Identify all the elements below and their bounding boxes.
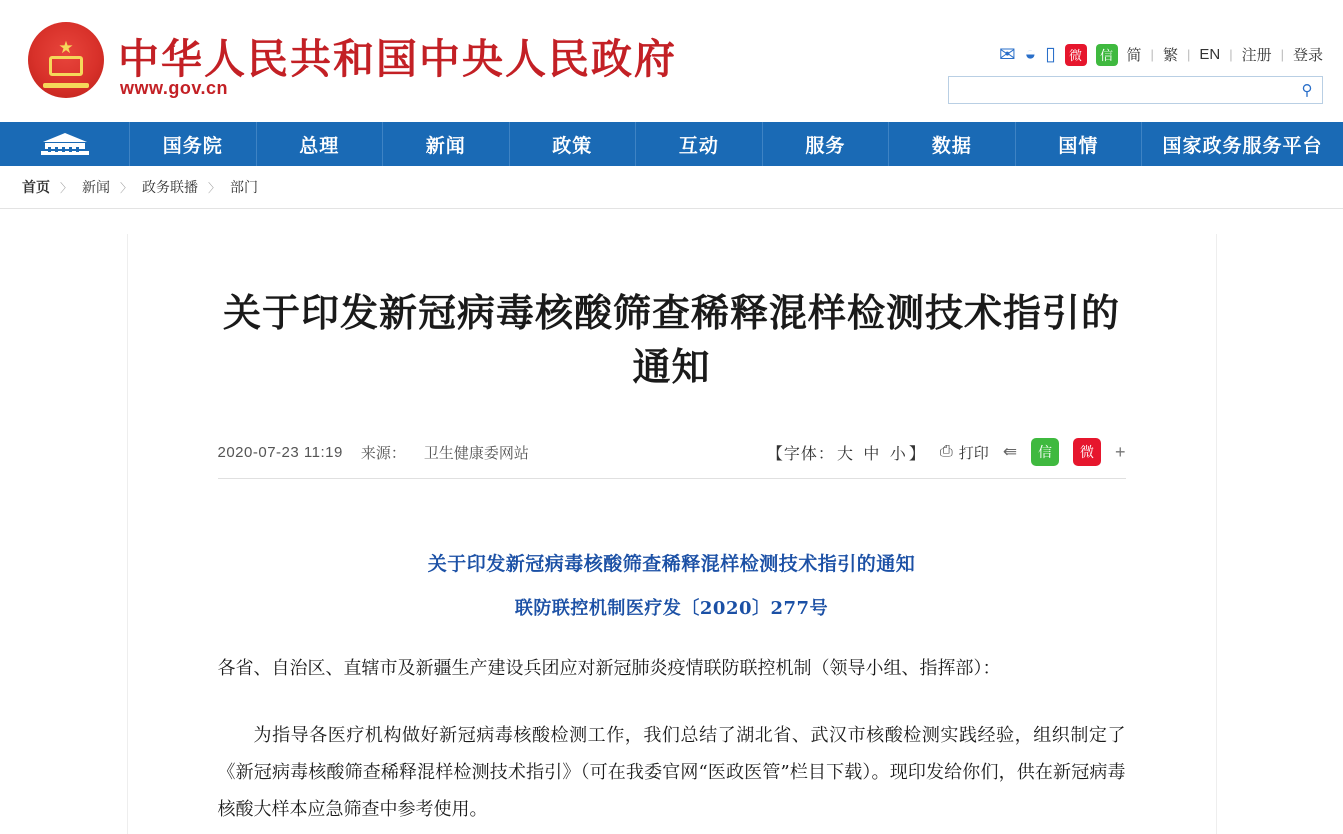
article-container: [127, 234, 1217, 834]
printer-icon: ⎙: [939, 443, 953, 461]
breadcrumb-item-news[interactable]: 新闻: [82, 179, 111, 195]
nav-home-icon[interactable]: [0, 122, 130, 166]
separator: |: [1186, 47, 1191, 62]
breadcrumb-separator: 〉: [120, 180, 133, 195]
breadcrumb-separator: 〉: [60, 180, 73, 195]
mail-icon[interactable]: ✉: [998, 44, 1016, 66]
search-input[interactable]: [949, 77, 1292, 103]
breadcrumb-separator: 〉: [208, 180, 221, 195]
separator: |: [1229, 47, 1233, 62]
font-size-large[interactable]: 大: [836, 445, 854, 463]
document-title: 关于印发新冠病毒核酸筛查稀释混样检测技术指引的通知: [427, 553, 916, 576]
source-name: 卫生健康委网站: [423, 444, 529, 462]
nav-item-zhengce[interactable]: 政策: [510, 122, 637, 166]
lang-simplified-link[interactable]: 简: [1126, 47, 1142, 64]
nav-item-shuju[interactable]: 数据: [889, 122, 1016, 166]
font-size-prefix: 【字体：: [766, 445, 835, 463]
breadcrumb: [0, 166, 1343, 208]
search-box[interactable]: [948, 76, 1323, 104]
nav-item-guoqing[interactable]: 国情: [1016, 122, 1143, 166]
article-meta-right: [767, 438, 1126, 466]
wechat-icon[interactable]: 信: [1096, 44, 1118, 66]
font-size-small[interactable]: 小: [889, 445, 907, 463]
nav-item-xinwen[interactable]: 新闻: [383, 122, 510, 166]
font-size-medium[interactable]: 中: [863, 445, 881, 463]
main-nav: [0, 122, 1343, 166]
breadcrumb-item-govbroadcast[interactable]: 政务联播: [142, 179, 199, 195]
lang-english-link[interactable]: EN: [1199, 46, 1221, 63]
rss-icon[interactable]: ◒: [1024, 43, 1037, 65]
nav-item-guowuyuan[interactable]: 国务院: [130, 122, 257, 166]
login-link[interactable]: 登录: [1292, 47, 1323, 64]
mobile-icon[interactable]: ▯: [1045, 44, 1056, 65]
weibo-icon[interactable]: 微: [1065, 44, 1087, 66]
separator: |: [1280, 47, 1284, 62]
lang-traditional-link[interactable]: 繁: [1162, 47, 1178, 64]
nav-item-service-platform[interactable]: 国家政务服务平台: [1162, 135, 1323, 157]
article-paragraph: 各省、自治区、直辖市及新疆生产建设兵团应对新冠肺炎疫情联防联控机制（领导小组、指挥部）：: [217, 658, 1001, 680]
page-title: 关于印发新冠病毒核酸筛查稀释混样检测技术指引的通知: [222, 291, 1120, 390]
print-label: 打印: [958, 444, 989, 462]
publish-date: 2020-07-23 11:19: [217, 443, 343, 461]
nav-item-zongli[interactable]: 总理: [257, 122, 384, 166]
article-meta-left: [218, 442, 529, 463]
font-size-控件: [767, 441, 926, 464]
wechat-share-icon[interactable]: 信: [1031, 438, 1059, 466]
search-icon[interactable]: ⚲: [1292, 77, 1322, 103]
national-emblem-icon: ★: [28, 22, 104, 98]
document-number: 联防联控机制医疗发〔2020〕277号: [514, 598, 829, 620]
more-share-icon[interactable]: +: [1114, 441, 1126, 462]
site-title: 中华人民共和国中央人民政府: [118, 35, 677, 83]
separator: |: [1150, 47, 1154, 62]
article-meta: [218, 438, 1126, 479]
breadcrumb-item-home[interactable]: 首页: [22, 179, 50, 195]
page-body: [0, 208, 1343, 834]
print-button[interactable]: [940, 442, 989, 463]
site-header: [0, 0, 1343, 122]
font-size-suffix: 】: [908, 445, 926, 463]
breadcrumb-item-department[interactable]: 部门: [230, 179, 259, 195]
nav-item-fuwu[interactable]: 服务: [763, 122, 890, 166]
article-paragraph: 为指导各医疗机构做好新冠病毒核酸检测工作，我们总结了湖北省、武汉市核酸检测实践经验，组织制定了《新冠病毒核酸筛查稀释混样检测技术指引》（可在我委官网“医政医管”栏目下载）。现印发给你们，供在新冠病毒核酸大样本应急筛查中参考使用。: [217, 725, 1126, 821]
register-link[interactable]: 注册: [1241, 47, 1272, 64]
share-icon[interactable]: ⇚: [1002, 442, 1017, 462]
nav-item-hudong[interactable]: 互动: [636, 122, 763, 166]
header-tools: [999, 42, 1323, 67]
weibo-share-icon[interactable]: 微: [1073, 438, 1101, 466]
site-url: www.gov.cn: [120, 78, 229, 98]
source-label: 来源：: [360, 444, 406, 462]
